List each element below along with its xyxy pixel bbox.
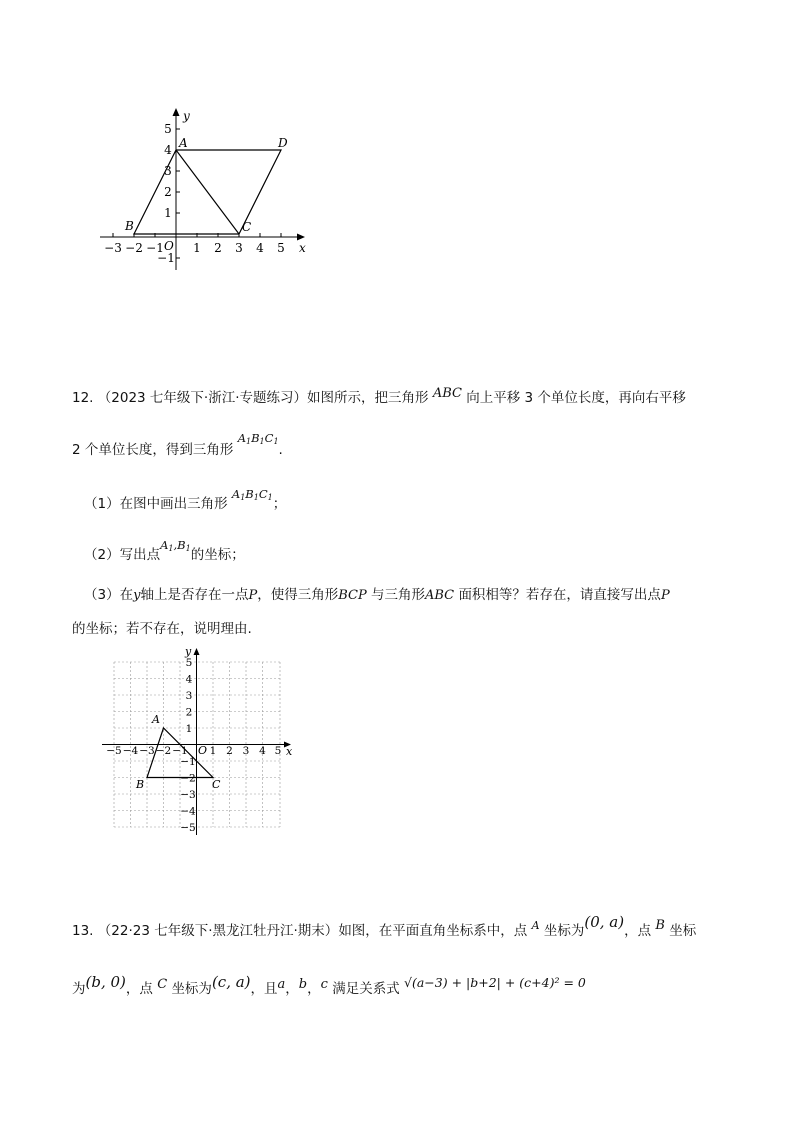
origin-label: O <box>198 744 208 757</box>
q12-part2-suffix: 的坐标； <box>190 547 245 563</box>
q12-text: ，使得三角形 <box>257 587 339 603</box>
coord-a: (0, a) <box>584 913 625 931</box>
q12-text: 面积相等？若存在，请直接写出点 <box>458 587 661 603</box>
q12-text: 的坐标；若不存在，说明理由. <box>72 621 252 637</box>
x-axis-label: x <box>286 745 293 758</box>
y-axis-label: y <box>183 109 190 123</box>
var-p: P <box>248 588 258 603</box>
x-tick-label: 3 <box>235 241 243 255</box>
sub-1: 1 <box>273 437 279 446</box>
sub-1: 1 <box>185 544 191 553</box>
coord-b: (b, 0) <box>85 973 126 991</box>
q12-period: . <box>278 442 283 458</box>
figure-grid-triangle <box>100 645 300 835</box>
sub-1: 1 <box>253 493 259 502</box>
y-tick-label: −5 <box>180 822 196 834</box>
c1-letter: C <box>258 487 268 501</box>
triangle-bcp-label: BCP <box>338 588 367 603</box>
question-source: （2023 七年级下·浙江·专题练习） <box>97 390 308 406</box>
x-tick-label: −2 <box>155 745 172 757</box>
q12-text: 2 个单位长度，得到三角形 <box>72 442 234 458</box>
point-label-A: A <box>152 713 160 726</box>
y-tick-label: 5 <box>185 657 193 669</box>
q13-text: 为 <box>72 981 86 997</box>
constraint-formula: √(a−3) + |b+2| + (c+4)² = 0 <box>404 975 586 990</box>
x-tick-label: −4 <box>122 745 139 757</box>
x-tick-label: 2 <box>226 745 233 757</box>
q12-part1-suffix: ； <box>272 496 287 512</box>
y-tick-label: −2 <box>180 772 196 785</box>
q12-text: 轴上是否存在一点 <box>140 587 249 603</box>
q12-line2 <box>72 431 283 464</box>
x-tick-label: −5 <box>106 745 122 757</box>
var-y: y <box>133 588 141 603</box>
q13-text: 如图，在平面直角坐标系中，点 <box>338 923 528 939</box>
question-number: 12. <box>72 390 94 406</box>
triangle-abc-label: ABC <box>425 588 455 603</box>
q12-part3-line1 <box>84 585 670 606</box>
figure-parallelogram <box>95 105 315 275</box>
x-tick-label: 2 <box>214 241 222 255</box>
sub-1: 1 <box>240 493 246 502</box>
q13-line1 <box>72 913 697 942</box>
a1-letter: A <box>160 538 169 552</box>
y-tick-label: 3 <box>185 690 193 702</box>
q13-text: 坐标为 <box>171 981 212 997</box>
triangle-a1b1c1-label <box>238 431 279 445</box>
x-tick-label: −2 <box>125 241 143 255</box>
comma: ， <box>307 981 321 997</box>
q12-text: 如图所示，把三角形 <box>307 390 429 406</box>
point-c: C <box>157 977 168 992</box>
x-tick-label: −1 <box>146 241 164 255</box>
point-label-B: B <box>125 219 134 233</box>
q12-part1-text: （1）在图中画出三角形 <box>84 496 228 512</box>
y-tick-label: −4 <box>180 805 196 818</box>
coord-c: (c, a) <box>211 973 251 991</box>
comma: , <box>173 538 178 552</box>
q12-part2 <box>84 538 245 569</box>
b1-letter: B <box>177 538 186 552</box>
x-tick-label: 5 <box>274 745 282 757</box>
q13-text: 满足关系式 <box>332 981 400 997</box>
x-tick-label: 4 <box>256 241 264 255</box>
point-b: B <box>655 918 665 933</box>
point-a: A <box>531 919 540 932</box>
y-axis-arrow <box>173 108 180 116</box>
q12-line1 <box>72 388 686 409</box>
x-axis-label: x <box>299 241 306 255</box>
q13-text: 坐标为 <box>543 923 585 939</box>
q13-line2 <box>72 973 586 1000</box>
y-tick-label: 4 <box>164 143 172 157</box>
origin-label: O <box>164 239 174 253</box>
points-a1-b1-label <box>160 538 191 552</box>
x-tick-label: −1 <box>172 745 188 757</box>
y-tick-label: −1 <box>157 251 175 265</box>
point-label-C: C <box>212 778 221 791</box>
y-tick-label: 3 <box>164 164 172 178</box>
triangle-abc-label: ABC <box>432 386 462 401</box>
q13-text: ，点 <box>624 923 652 939</box>
q13-text: 坐标 <box>669 923 697 939</box>
q12-text: 向上平移 3 个单位长度，再向右平移 <box>466 390 686 406</box>
y-tick-label: 2 <box>164 185 172 199</box>
var-b: b <box>298 977 308 992</box>
point-label-C: C <box>242 220 252 234</box>
sub-1: 1 <box>267 493 273 502</box>
y-tick-label: 1 <box>164 206 172 220</box>
q12-part1 <box>84 487 287 518</box>
question-number: 13. <box>72 923 94 939</box>
point-label-D: D <box>278 136 288 150</box>
sub-1: 1 <box>168 544 174 553</box>
b1-letter: B <box>251 431 260 445</box>
x-tick-label: 3 <box>242 745 250 757</box>
var-c: c <box>320 977 328 992</box>
sub-1: 1 <box>259 437 265 446</box>
x-tick-label: −3 <box>104 241 122 255</box>
q13-text: ，且 <box>250 981 278 997</box>
segment-AC <box>176 150 239 234</box>
a1-letter: A <box>231 487 241 501</box>
comma: ， <box>285 981 299 997</box>
var-p: P <box>660 588 670 603</box>
y-tick-label: −1 <box>180 756 196 768</box>
sub-1: 1 <box>246 437 252 446</box>
x-tick-label: −3 <box>139 745 155 757</box>
q12-part2-text: （2）写出点 <box>84 547 161 563</box>
q13-text: ，点 <box>125 981 153 997</box>
y-tick-label: 5 <box>164 122 172 136</box>
y-tick-label: 4 <box>185 673 193 686</box>
x-axis-arrow <box>297 234 305 241</box>
x-tick-label: 1 <box>209 745 217 757</box>
x-tick-label: 4 <box>259 745 266 757</box>
c1-letter: C <box>264 431 274 445</box>
y-axis-label: y <box>185 645 192 658</box>
y-tick-label: −3 <box>180 789 196 801</box>
x-tick-label: 1 <box>193 241 201 255</box>
point-label-B: B <box>136 778 145 791</box>
b1-letter: B <box>245 487 254 501</box>
q12-text: （3）在 <box>84 587 134 603</box>
q12-part3-line2 <box>72 619 252 639</box>
triangle-a1b1c1-label <box>232 487 273 501</box>
a1-letter: A <box>237 431 246 445</box>
y-axis-arrow <box>194 648 200 655</box>
q12-text: 与三角形 <box>371 587 425 603</box>
point-label-A: A <box>179 136 188 150</box>
x-tick-label: 5 <box>277 241 285 255</box>
y-tick-label: 1 <box>185 723 193 735</box>
var-a: a <box>277 977 286 992</box>
y-tick-label: 2 <box>185 706 193 719</box>
question-source: （22·23 七年级下·黑龙江牡丹江·期末） <box>97 923 339 939</box>
